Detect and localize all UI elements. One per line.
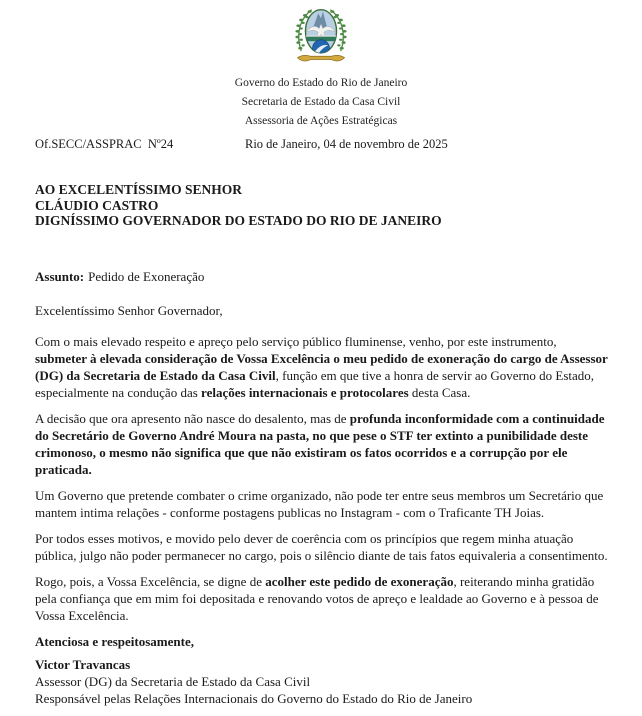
signer-name: Victor Travancas [35,656,131,672]
subject-label: Assunto: [35,268,85,284]
banner-scroll [297,55,344,61]
org-line-secretariat: Secretaria de Estado da Casa Civil [241,96,401,108]
org-line-advisory: Assessoria de Ações Estratégicas [244,115,398,127]
addressee-name: CLÁUDIO CASTRO [35,197,159,213]
letter-body [35,333,610,624]
bold-text-run: submeter à elevada consideração de Vossa Excelência o meu pedido de exoneração do cargo de Assessor (DG) da Secretaria de Estado da Casa Civil [35,350,608,383]
bold-text-run: acolher este pedido de exoneração [265,573,454,589]
document-number: Of.SECC/ASSPRAC Nº24 [35,137,174,151]
text-run: desta Casa. [408,384,471,400]
closing-phrase: Atenciosa e respeitosamente, [35,633,194,649]
body-paragraph-5 [35,573,610,624]
org-line-government: Governo do Estado do Rio de Janeiro [234,77,408,89]
addressee-salutation-line: AO EXCELENTÍSSIMO SENHOR [35,182,243,197]
reference-row [0,137,642,154]
salutation: Excelentíssimo Senhor Governador, [35,302,223,318]
document-date: Rio de Janeiro, 04 de novembro de 2025 [245,137,448,151]
signer-title: Assessor (DG) da Secretaria de Estado da Casa Civil [35,673,311,689]
org-lines [0,74,642,131]
text-run: A decisão que ora apresento não nasce do desalento, mas de [35,410,350,426]
signer-role: Responsável pelas Relações Internacionais do Governo do Estado do Rio de Janeiro [35,690,473,706]
rio-de-janeiro-coat-of-arms-icon [283,4,359,68]
text-run: Por todos esses motivos, e movido pelo dever de coerência com os princípios que regem minha atuação pública, julgo não poder permanecer no cargo, pois o silêncio diante de tais fatos equivaleria a consentimento. [35,530,608,563]
bold-text-run: profunda inconformidade com a continuidade do Secretário de Governo André Moura na pasta, no que pese o STF ter extinto a punibilidade deste crimonoso, o mesmo não significa que que não existiram os fatos ocorridos e a corrupção por ele praticada. [35,410,605,477]
bold-text-run: relações internacionais e protocolares [201,384,409,400]
body-paragraph-2 [35,410,610,478]
letter-document [0,4,642,716]
text-run: , reiterando minha gratidão pela confiança que em mim foi depositada e renovando votos de apreço e lealdade ao Governo e à pessoa de Vossa Excelência. [35,573,599,623]
signature-block [35,656,610,707]
body-paragraph-3 [35,487,610,521]
text-run: Rogo, pois, a Vossa Excelência, se digne de [35,573,266,589]
text-run: , função em que tive a honra de servir ao Governo do Estado, especialmente na condução das [35,367,595,400]
subject-line [35,269,610,285]
body-paragraph-1 [35,333,610,401]
body-paragraph-4 [35,530,610,564]
addressee-block [35,182,610,229]
letterhead [0,4,642,131]
text-run: Um Governo que pretende combater o crime organizado, não pode ter entre seus membros um Secretário que mantem intima relações - conforme postagens publicas no Instagram - com o Traficante TH Joias. [35,487,604,520]
coat-of-arms-graphic [283,4,359,68]
addressee-title: DIGNÍSSIMO GOVERNADOR DO ESTADO DO RIO DE JANEIRO [35,213,442,228]
subject-value: Pedido de Exoneração [88,268,205,284]
text-run: Com o mais elevado respeito e apreço pelo serviço público fluminense, venho, por este instrumento, [35,333,557,349]
